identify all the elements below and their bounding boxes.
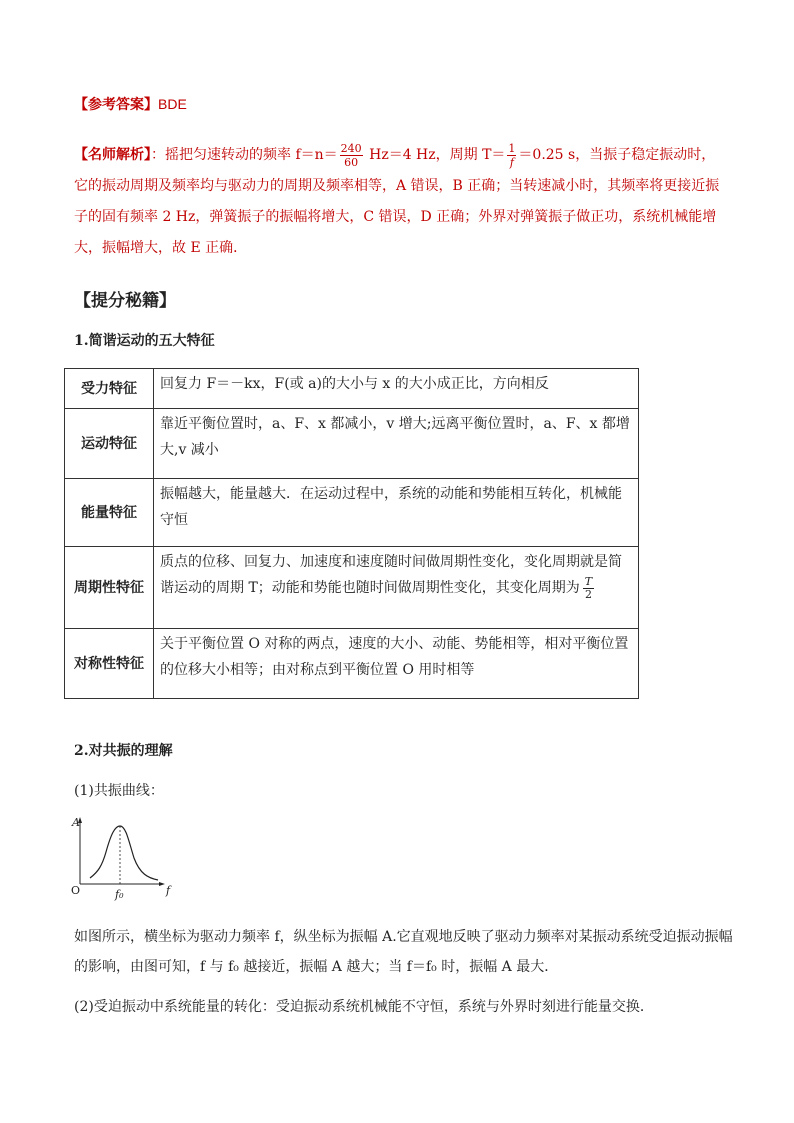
answer-value: BDE <box>158 96 187 112</box>
table-row <box>65 629 639 699</box>
row-value: 关于平衡位置 O 对称的两点，速度的大小、动能、势能相等，相对平衡位置的位移大小相等；由对称点到平衡位置 O 用时相等 <box>154 629 639 699</box>
row-key: 运动特征 <box>65 409 154 479</box>
teacher-analysis <box>74 140 724 264</box>
table-row <box>65 409 639 479</box>
row-key: 对称性特征 <box>65 629 154 699</box>
row-value: 回复力 F＝－kx，F(或 a)的大小与 x 的大小成正比，方向相反 <box>154 369 639 409</box>
analysis-tag: 【名师解析】 <box>74 147 151 163</box>
table-row <box>65 547 639 629</box>
fraction-1-f: $\frac{1}{f}$ <box>508 141 516 169</box>
heading-five-features: 1.简谐运动的五大特征 <box>74 333 215 349</box>
reference-answer <box>74 94 187 114</box>
f0-label: f₀ <box>115 888 124 901</box>
table-row <box>65 479 639 547</box>
row-key: 受力特征 <box>65 369 154 409</box>
energy-conversion: (2)受迫振动中系统能量的转化：受迫振动系统机械能不守恒，系统与外界时刻进行能量交换． <box>74 999 654 1015</box>
row-key: 能量特征 <box>65 479 154 547</box>
resonance-curve-label: (1)共振曲线： <box>74 783 164 799</box>
table-row <box>65 369 639 409</box>
resonance-curve-figure <box>68 812 178 904</box>
row-value: 振幅越大，能量越大．在运动过程中，系统的动能和势能相互转化，机械能守恒 <box>154 479 639 547</box>
resonance-explanation: 如图所示，横坐标为驱动力频率 f，纵坐标为振幅 A.它直观地反映了驱动力频率对某振动系统受迫振动振幅的影响，由图可知，f 与 f₀ 越接近，振幅 A 越大；当 f＝f₀ 时，振幅 A 最大． <box>74 929 733 975</box>
section-title: 【提分秘籍】 <box>74 291 176 311</box>
analysis-part1: ：摇把匀速转动的频率 f＝n＝ <box>151 147 338 163</box>
fraction-t-2: $\frac{T}{2}$ <box>584 574 593 601</box>
analysis-part2: Hz＝4 Hz，周期 T＝ <box>364 147 506 163</box>
fraction-240-60: $\frac{240}{60}$ <box>340 141 362 169</box>
row-key: 周期性特征 <box>65 547 154 629</box>
y-axis-label: A <box>72 816 80 829</box>
x-axis-label: f <box>166 884 171 897</box>
row-value: 靠近平衡位置时，a、F、x 都减小，v 增大;远离平衡位置时，a、F、x 都增大,v 减小 <box>154 409 639 479</box>
heading-resonance: 2.对共振的理解 <box>74 743 173 759</box>
resonance-curve <box>90 826 158 880</box>
origin-label: O <box>71 884 81 897</box>
row-value: 质点的位移、回复力、加速度和速度随时间做周期性变化，变化周期就是简谐运动的周期 T；动能和势能也随时间做周期性变化，其变化周期为 $\frac{T}{2}$ <box>154 547 639 629</box>
answer-tag: 【参考答案】 <box>74 97 158 113</box>
features-table <box>64 368 639 699</box>
analysis-part3: ＝0.25 s，当振子稳定振动时，它的振动周期及频率均与驱动力的周期及频率相等，A 错误，B 正确；当转速减小时，其频率将更接近振子的固有频率 2 Hz，弹簧振子的振幅将增大，C 错误，D 正确；外界对弹簧振子做正功，系统机械能增大，振幅增大，故 E 正确． <box>74 147 720 256</box>
x-axis-arrow <box>159 882 165 886</box>
